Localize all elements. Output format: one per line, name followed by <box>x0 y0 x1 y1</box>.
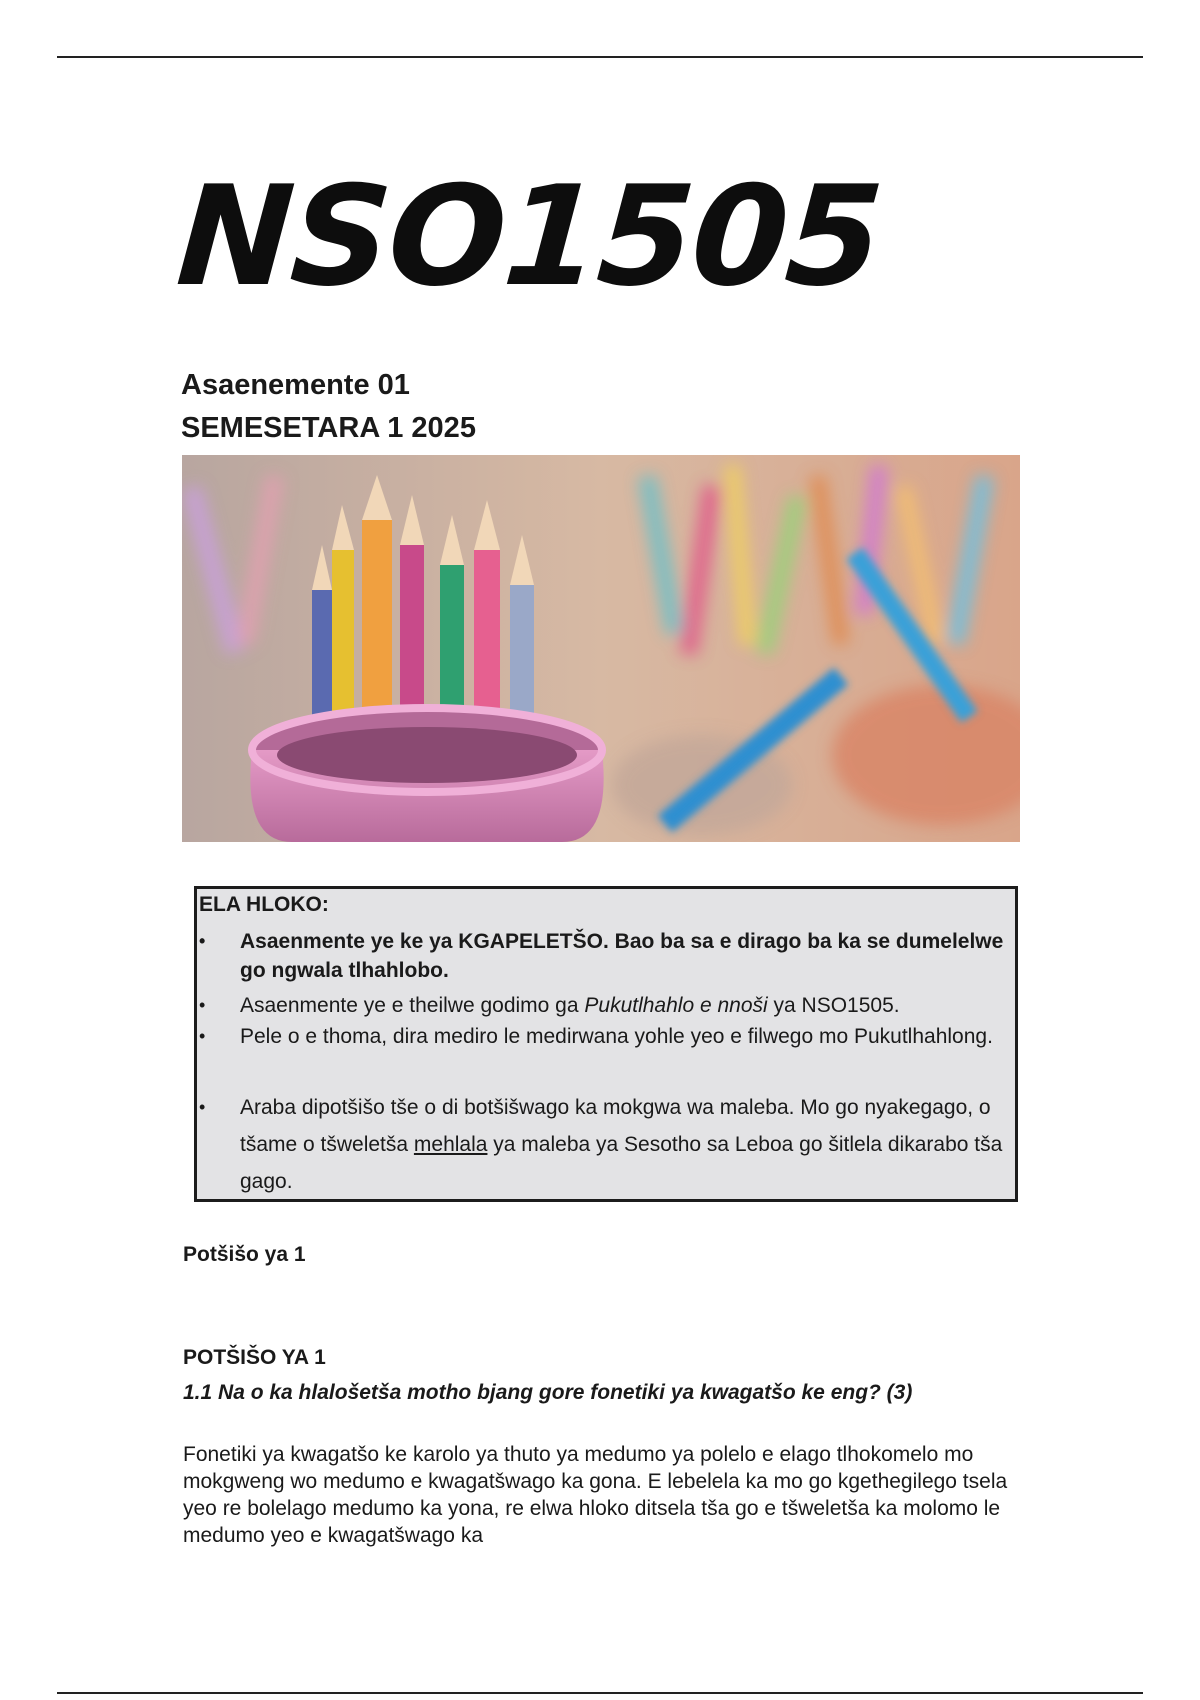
notice-item-text <box>240 991 1010 1020</box>
hero-image <box>182 455 1020 842</box>
notice-item-text: Asaenmente ye ke ya KGAPELETŠO. Bao ba sa e dirago ba ka se dumelelwe go ngwala tlhahlobo. <box>240 930 1004 982</box>
bullet-icon: • <box>199 1097 206 1117</box>
answer-paragraph: Fonetiki ya kwagatšo ke karolo ya thuto ya medumo ya polelo e elago tlhokomelo mo mokgweng wo medumo e kwagatšwago ka gona. E lebelela ka mo go kgethegilego tsela yeo re bolelago medumo ka yona, re elwa hloko ditsela tša go e tšweletša ka molomo le medumo yeo e kwagatšwago ka <box>183 1443 1008 1547</box>
text-run: ya NSO1505. <box>767 994 900 1017</box>
assignment-title: Asaenemente 01 <box>181 369 410 401</box>
text-run: ya maleba ya Sesotho sa Leboa go šitlela dikarabo tša gago. <box>240 1133 1003 1193</box>
pencils-illustration <box>182 455 1020 842</box>
bullet-icon: • <box>199 995 206 1015</box>
top-rule <box>57 56 1143 58</box>
notice-title: ELA HLOKO: <box>199 893 329 916</box>
bullet-icon: • <box>199 1026 206 1046</box>
notice-box <box>194 886 1018 1202</box>
bullet-icon: • <box>199 931 206 951</box>
notice-item-text: Pele o e thoma, dira mediro le medirwana yohle yeo e filwego mo Pukutlhahlong. <box>240 1025 993 1048</box>
book-title: Pukutlhahlo e nnoši <box>584 994 768 1017</box>
bottom-rule <box>57 1692 1143 1694</box>
notice-item-text <box>240 1089 1010 1200</box>
underlined-word: mehlala <box>413 1133 488 1156</box>
question-text: 1.1 Na o ka hlalošetša motho bjang gore fonetiki ya kwagatšo ke eng? (3) <box>183 1381 913 1404</box>
question-heading: POTŠIŠO YA 1 <box>183 1346 326 1369</box>
section-label: Potšišo ya 1 <box>183 1243 306 1266</box>
course-code-title: NSO1505 <box>172 156 886 317</box>
text-run: Araba dipotšišo tše o di botšišwago ka mokgwa wa maleba. Mo go nyakegago, o tšame o tšweletša <box>240 1096 991 1156</box>
text-run: Asaenmente ye e theilwe godimo ga <box>240 994 585 1017</box>
semester-title: SEMESETARA 1 2025 <box>181 412 476 444</box>
